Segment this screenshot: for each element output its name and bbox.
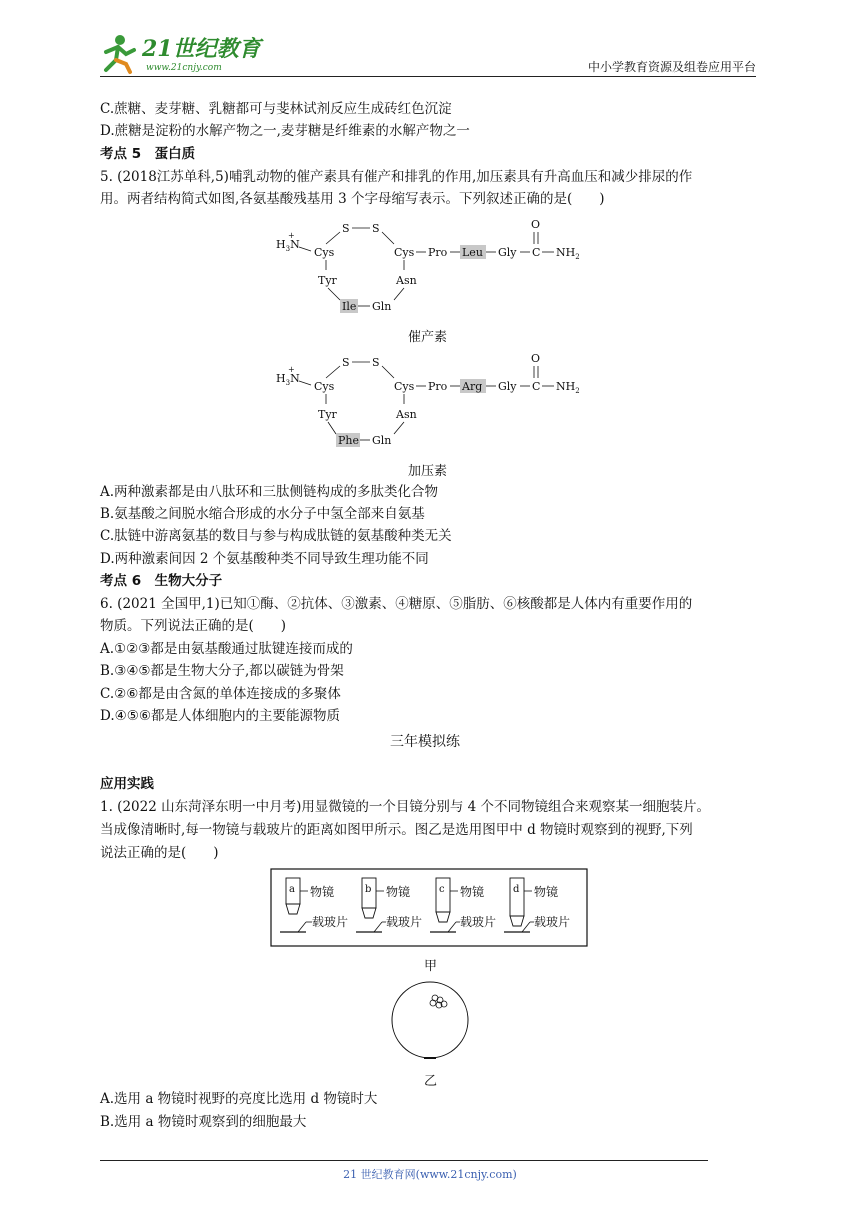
lens-letter: d: [513, 884, 520, 895]
tyr-label: Tyr: [318, 274, 337, 287]
cys-1-label: Cys: [314, 246, 335, 259]
cell-cluster-icon: [430, 995, 447, 1008]
objective-label: 物镜: [534, 885, 559, 899]
question-1-line-3: 说法正确的是( ): [100, 845, 219, 861]
slide-label: 载玻片: [534, 915, 571, 929]
figure-yi-caption: 乙: [424, 1074, 438, 1089]
applied-practice-heading: 应用实践: [100, 776, 154, 792]
slide-label: 载玻片: [460, 915, 497, 929]
gln-label: Gln: [372, 434, 392, 447]
slide-label: 载玻片: [386, 915, 423, 929]
header-divider: [100, 76, 756, 77]
question-6-option-d: D.④⑤⑥都是人体细胞内的主要能源物质: [100, 708, 340, 724]
question-6-line-1: 6. (2021 全国甲,1)已知①酶、②抗体、③激素、④糖原、⑤脂肪、⑥核酸都是人体内有重要作用的: [100, 596, 693, 612]
nh2-label: $NH_2$: [556, 380, 580, 395]
site-name: 中小学教育资源及组卷应用平台: [587, 60, 756, 74]
variable-residue-3-label: Leu: [462, 246, 483, 259]
carbon-label: C: [532, 246, 541, 259]
runner-icon: [106, 35, 134, 72]
question-1-line-1: 1. (2022 山东菏泽东明一中月考)用显微镜的一个目镜分别与 4 个不同物镜组合来观察某一细胞装片。: [100, 799, 711, 815]
objective-a: [280, 878, 348, 932]
oxytocin-caption: 催产素: [408, 330, 448, 345]
variable-residue-3-label: Arg: [462, 380, 483, 393]
footer-link[interactable]: 21 世纪教育网(www.21cnjy.com): [343, 1168, 517, 1181]
vasopressin-structure: [270, 352, 600, 454]
logo-text: 21世纪教育: [142, 36, 261, 62]
h3n-label: $H_3N$: [276, 238, 300, 253]
asn-label: Asn: [396, 408, 417, 421]
logo-url: www.21cnjy.com: [146, 63, 222, 73]
objective-label: 物镜: [460, 885, 485, 899]
question-5-option-b: B.氨基酸之间脱水缩合形成的水分子中氢全部来自氨基: [100, 506, 425, 522]
oxygen-label: O: [531, 352, 541, 365]
question-6-option-b: B.③④⑤都是生物大分子,都以碳链为骨架: [100, 663, 344, 679]
svg-text:+: +: [288, 231, 295, 240]
lens-letter: c: [439, 884, 445, 895]
vasopressin-caption: 加压素: [408, 464, 448, 479]
section-title: 三年模拟练: [390, 734, 460, 750]
pro-label: Pro: [428, 246, 448, 259]
sulfur-2-label: S: [372, 222, 380, 235]
lens-letter: a: [289, 884, 295, 895]
h3n-label: $H_3N$: [276, 372, 300, 387]
objective-lens-figure: [270, 868, 590, 948]
gly-label: Gly: [498, 246, 517, 259]
oxygen-label: O: [531, 218, 541, 231]
option-d-prev: D.蔗糖是淀粉的水解产物之一,麦芽糖是纤维素的水解产物之一: [100, 123, 470, 139]
sulfur-2-label: S: [372, 356, 380, 369]
asn-label: Asn: [396, 274, 417, 287]
objective-b: [356, 878, 422, 932]
lens-letter: b: [365, 884, 372, 895]
question-5-line-2: 用。两者结构简式如图,各氨基酸残基用 3 个字母缩写表示。下列叙述正确的是( ): [100, 191, 605, 207]
variable-residue-1-label: Ile: [342, 300, 357, 313]
svg-text:+: +: [288, 365, 295, 374]
gly-label: Gly: [498, 380, 517, 393]
question-6-line-2: 物质。下列说法正确的是( ): [100, 618, 287, 634]
carbon-label: C: [532, 380, 541, 393]
question-5-option-c: C.肽链中游离氨基的数目与参与构成肽链的氨基酸种类无关: [100, 528, 452, 544]
question-5-line-1: 5. (2018江苏单科,5)哺乳动物的催产素具有催产和排乳的作用,加压素具有升高血压和减少排尿的作: [100, 169, 693, 185]
objective-c: [430, 878, 496, 932]
tyr-label: Tyr: [318, 408, 337, 421]
question-1-option-a: A.选用 a 物镜时视野的亮度比选用 d 物镜时大: [100, 1091, 378, 1107]
question-6-option-a: A.①②③都是由氨基酸通过肽键连接而成的: [100, 641, 353, 657]
figure-jia-caption: 甲: [424, 959, 438, 974]
sulfur-1-label: S: [342, 356, 350, 369]
sulfur-1-label: S: [342, 222, 350, 235]
pro-label: Pro: [428, 380, 448, 393]
field-of-view-figure: [388, 980, 472, 1064]
cys-2-label: Cys: [394, 246, 415, 259]
gln-label: Gln: [372, 300, 392, 313]
cys-1-label: Cys: [314, 380, 335, 393]
question-1-option-b: B.选用 a 物镜时观察到的细胞最大: [100, 1114, 307, 1130]
option-c-prev: C.蔗糖、麦芽糖、乳糖都可与斐林试剂反应生成砖红色沉淀: [100, 101, 452, 117]
question-5-option-d: D.两种激素间因 2 个氨基酸种类不同导致生理功能不同: [100, 551, 429, 567]
question-5-option-a: A.两种激素都是由八肽环和三肽侧链构成的多肽类化合物: [100, 484, 439, 500]
cys-2-label: Cys: [394, 380, 415, 393]
footer-divider: [100, 1160, 708, 1161]
nh2-label: $NH_2$: [556, 246, 580, 261]
objective-d: [504, 878, 570, 932]
topic-5-heading: 考点 5 蛋白质: [100, 146, 196, 162]
slide-label: 载玻片: [312, 915, 349, 929]
objective-label: 物镜: [310, 885, 335, 899]
variable-residue-1-label: Phe: [338, 434, 359, 447]
objective-label: 物镜: [386, 885, 411, 899]
topic-6-heading: 考点 6 生物大分子: [100, 573, 223, 589]
question-1-line-2: 当成像清晰时,每一物镜与载玻片的距离如图甲所示。图乙是选用图甲中 d 物镜时观察到的视野,下列: [100, 822, 693, 838]
oxytocin-structure: [270, 218, 600, 320]
question-6-option-c: C.②⑥都是由含氮的单体连接成的多聚体: [100, 686, 341, 702]
site-logo: [96, 30, 266, 76]
